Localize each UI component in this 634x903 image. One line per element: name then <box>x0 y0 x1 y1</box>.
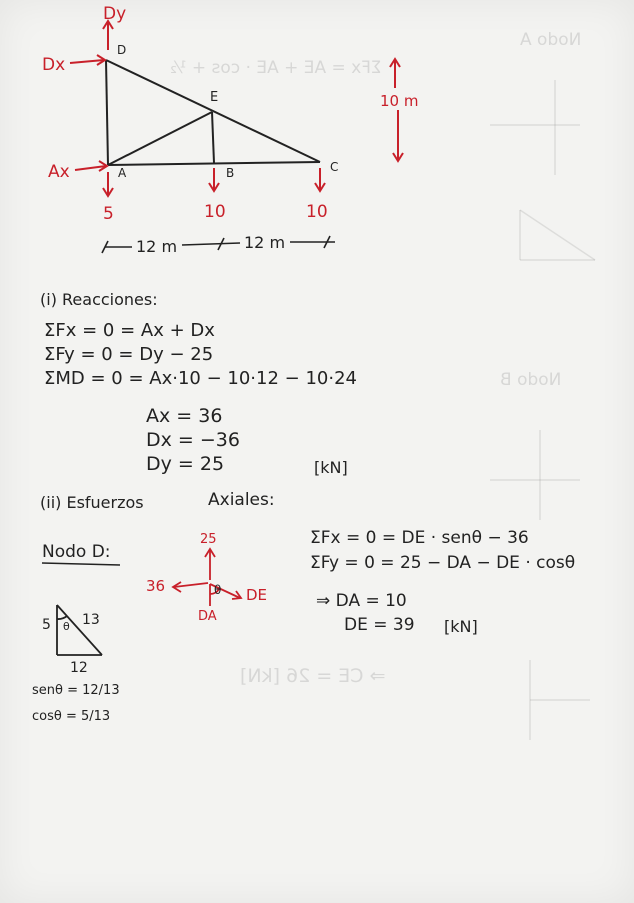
load-value-c: 10 <box>306 202 328 222</box>
sin-theta: senθ = 12/13 <box>32 683 120 698</box>
node-d-title: Nodo D: <box>42 542 111 562</box>
triangle-side-5: 5 <box>42 617 51 633</box>
member-eb <box>212 112 214 163</box>
load-value-a: 5 <box>103 204 114 224</box>
node-d-fbd <box>173 549 241 606</box>
equation-sum-fy: ΣFy = 0 = Dy − 25 <box>44 344 214 365</box>
label-node-e: E <box>210 90 219 105</box>
triangle-side-12: 12 <box>70 660 88 676</box>
section-title-axial: (ii) Esfuerzos <box>40 493 144 512</box>
cos-theta: cosθ = 5/13 <box>32 709 111 724</box>
label-node-d: D <box>117 43 127 57</box>
result-de: DE = 39 <box>344 615 415 635</box>
section-title-axial-2: Axiales: <box>208 490 275 510</box>
label-ax: Ax <box>48 162 70 182</box>
result-dy: Dy = 25 <box>146 453 225 475</box>
fbd-label-25: 25 <box>200 532 217 547</box>
fbd-label-theta: θ <box>214 583 222 597</box>
span-label-2: 12 m <box>244 233 286 252</box>
label-node-a: A <box>118 166 127 180</box>
equation-sum-md: ΣMD = 0 = Ax·10 − 10·12 − 10·24 <box>44 368 357 389</box>
member-da <box>106 60 108 165</box>
unit-kn: [kN] <box>314 458 348 477</box>
unit-kn-2: [kN] <box>444 617 478 636</box>
label-node-b: B <box>226 166 235 180</box>
span-label-1: 12 m <box>136 237 178 256</box>
triangle-hyp-13: 13 <box>82 612 100 628</box>
label-dy: Dy <box>103 4 127 24</box>
load-value-b: 10 <box>204 202 226 222</box>
node-title-underline <box>42 563 120 565</box>
result-ax: Ax = 36 <box>146 405 223 427</box>
bleed-through-text: ΣFx = AE + AE · cos + ½ <box>170 58 382 78</box>
triangle-theta: θ <box>63 620 70 633</box>
fbd-label-da: DA <box>198 609 217 624</box>
equation-node-d-fy: ΣFy = 0 = 25 − DA − DE · cosθ <box>310 553 576 573</box>
label-dx: Dx <box>42 55 66 75</box>
fbd-label-36: 36 <box>146 577 166 595</box>
bleed-through-text: ⇒ CE = 26 [kN] <box>240 665 386 687</box>
result-dx: Dx = −36 <box>146 429 240 451</box>
label-node-c: C <box>330 160 339 174</box>
section-title-reactions: (i) Reacciones: <box>40 290 158 309</box>
result-da: ⇒ DA = 10 <box>316 591 407 611</box>
bleed-through-text: Nodo A <box>520 30 582 50</box>
fbd-label-de: DE <box>246 586 268 604</box>
equation-sum-fx: ΣFx = 0 = Ax + Dx <box>44 320 215 341</box>
equation-node-d-fx: ΣFx = 0 = DE · senθ − 36 <box>310 528 529 548</box>
member-ae <box>108 112 212 165</box>
bleed-through-sketch <box>490 80 595 740</box>
bleed-through-text: Nodo B <box>500 370 562 390</box>
label-height: 10 m <box>380 92 419 110</box>
